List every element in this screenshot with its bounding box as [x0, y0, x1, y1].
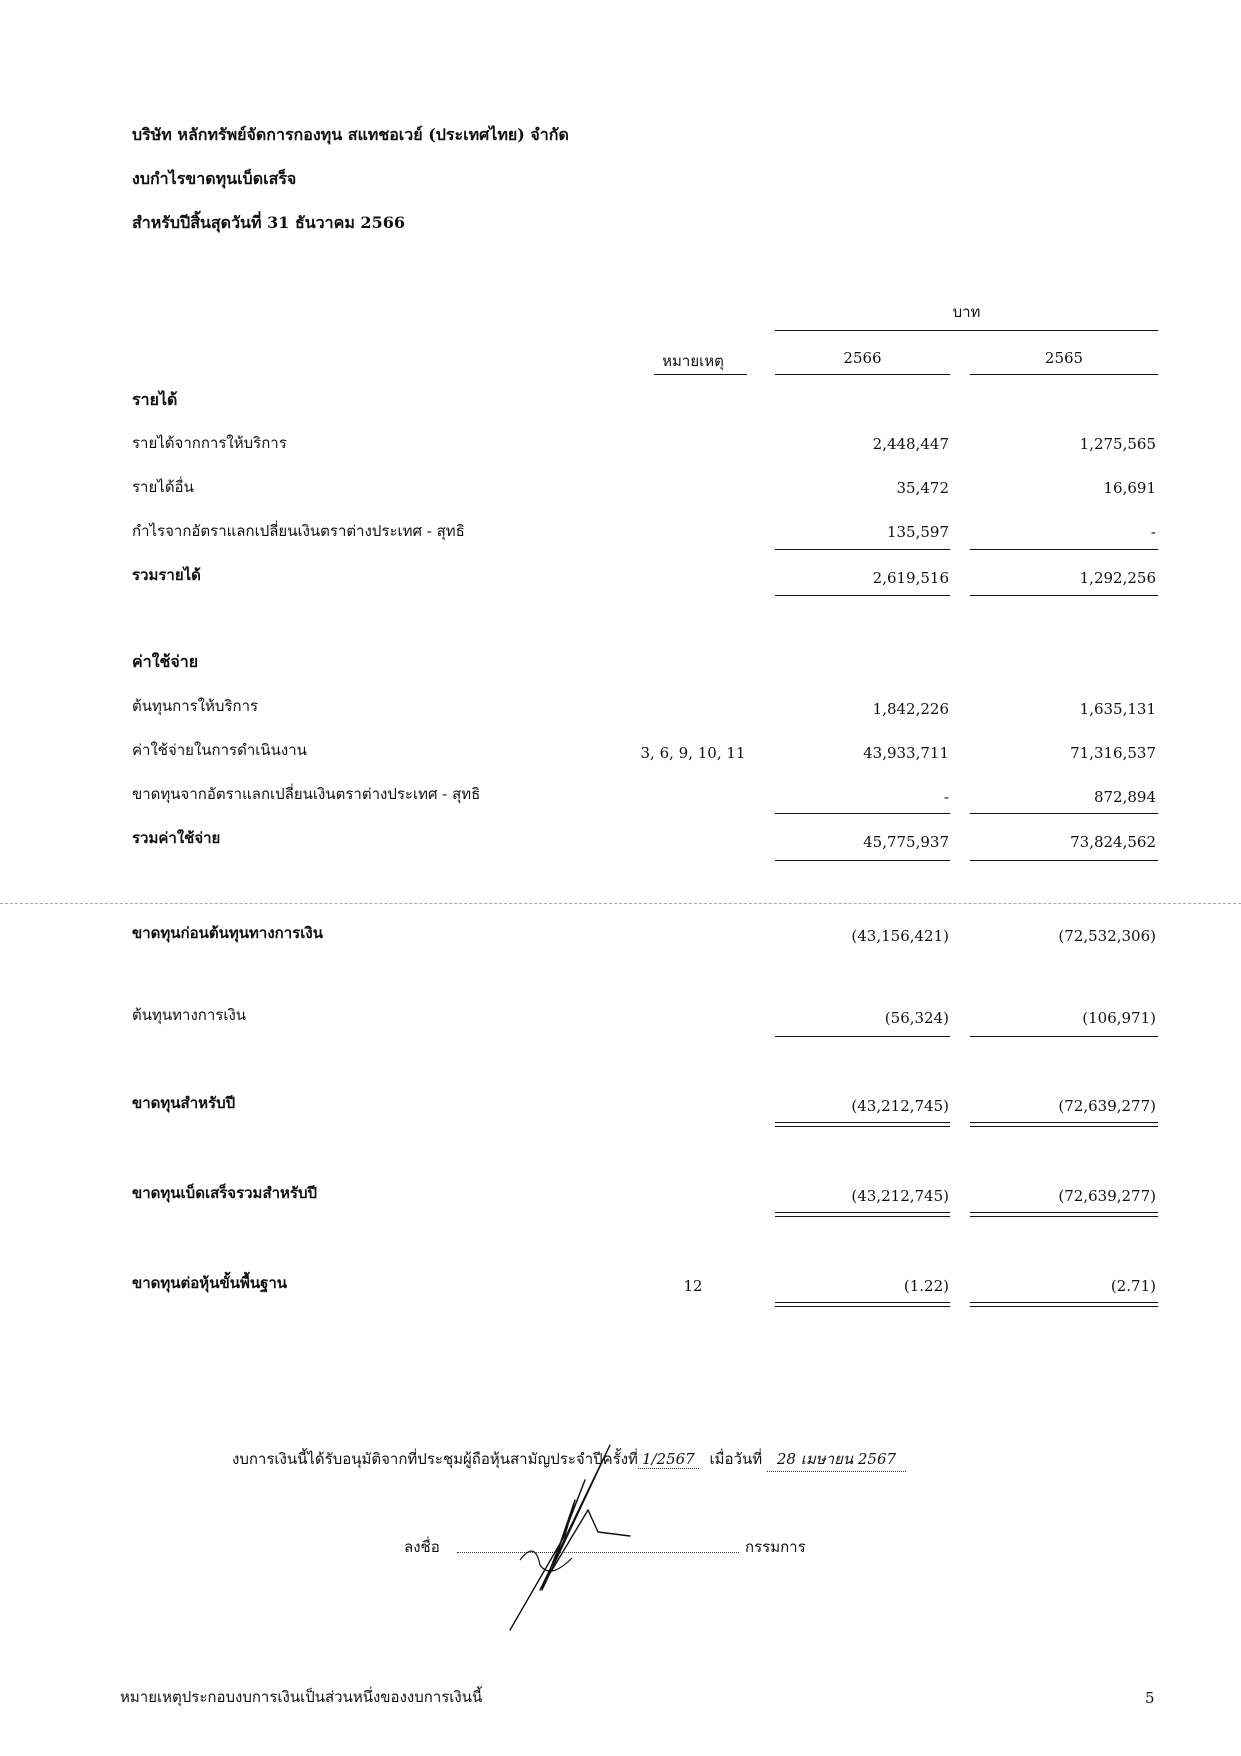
- total-comprehensive-loss-doubleline-2565: [970, 1212, 1158, 1217]
- meeting-date: 28 เมษายน 2567: [767, 1447, 906, 1472]
- loss-for-year-label: ขาดทุนสำหรับปี: [132, 1094, 236, 1112]
- expense-total-2565: 73,824,562: [1070, 833, 1156, 851]
- statement-period: สำหรับปีสิ้นสุดวันที่ 31 ธันวาคม 2566: [132, 213, 405, 232]
- note-header-underline: [654, 374, 747, 375]
- loss-per-share-2565: (2.71): [1110, 1277, 1156, 1295]
- note-column-header: หมายเหตุ: [662, 352, 724, 370]
- loss-per-share-label: ขาดทุนต่อหุ้นขั้นพื้นฐาน: [132, 1274, 288, 1292]
- total-comprehensive-loss-label: ขาดทุนเบ็ดเสร็จรวมสำหรับปี: [132, 1184, 318, 1202]
- currency-underline: [775, 330, 1158, 331]
- statement-title: งบกำไรขาดทุนเบ็ดเสร็จ: [132, 169, 297, 188]
- expense-row-2566: -: [943, 788, 949, 806]
- signature-mark: [480, 1440, 660, 1640]
- scan-rule: [0, 903, 1241, 904]
- expense-total-2566: 45,775,937: [863, 833, 949, 851]
- finance-cost-label: ต้นทุนทางการเงิน: [132, 1006, 247, 1024]
- expenses-heading: ค่าใช้จ่าย: [132, 652, 199, 671]
- meeting-number: 1/2567: [638, 1450, 699, 1469]
- expense-row-2566: 43,933,711: [863, 744, 949, 762]
- footer-note: หมายเหตุประกอบงบการเงินเป็นส่วนหนึ่งของงบการเงินนี้: [120, 1688, 483, 1706]
- expense-row-label: ขาดทุนจากอัตราแลกเปลี่ยนเงินตราต่างประเทศ - สุทธิ: [132, 785, 481, 803]
- year2-column-header: 2565: [1044, 349, 1084, 367]
- signer-title: กรรมการ: [745, 1538, 806, 1556]
- expense-row-2565: 1,635,131: [1079, 700, 1156, 718]
- total-comprehensive-loss-doubleline-2566: [775, 1212, 950, 1217]
- expense-total-label: รวมค่าใช้จ่าย: [132, 829, 221, 847]
- loss-for-year-2566: (43,212,745): [851, 1097, 949, 1115]
- loss-per-share-note: 12: [683, 1277, 703, 1295]
- loss-before-finance-2565: (72,532,306): [1058, 927, 1156, 945]
- year2-header-underline: [970, 374, 1158, 375]
- revenue-total-2565: 1,292,256: [1079, 569, 1156, 587]
- revenue-row-2565: 1,275,565: [1079, 435, 1156, 453]
- expense-total-topline-2565: [970, 813, 1158, 814]
- revenue-row-label: กำไรจากอัตราแลกเปลี่ยนเงินตราต่างประเทศ - สุทธิ: [132, 522, 465, 540]
- loss-for-year-doubleline-2565: [970, 1122, 1158, 1127]
- finance-cost-2566: (56,324): [884, 1009, 949, 1027]
- finance-cost-underline-2565: [970, 1036, 1158, 1037]
- expense-total-topline-2566: [775, 813, 950, 814]
- expense-row-2566: 1,842,226: [872, 700, 949, 718]
- company-name: บริษัท หลักทรัพย์จัดการกองทุน สแทชอเวย์ (ประเทศไทย) จำกัด: [132, 125, 569, 144]
- revenue-row-2566: 2,448,447: [872, 435, 949, 453]
- expense-row-2565: 71,316,537: [1070, 744, 1156, 762]
- revenue-row-2566: 35,472: [896, 479, 949, 497]
- expense-row-2565: 872,894: [1093, 788, 1156, 806]
- approval-text: งบการเงินนี้ได้รับอนุมัติจากที่ประชุมผู้ถือหุ้นสามัญประจำปีครั้งที่: [232, 1450, 638, 1468]
- loss-per-share-doubleline-2565: [970, 1302, 1158, 1307]
- revenue-total-bottomline-2566: [775, 595, 950, 596]
- revenue-row-2565: 16,691: [1103, 479, 1156, 497]
- loss-for-year-doubleline-2566: [775, 1122, 950, 1127]
- total-comprehensive-loss-2565: (72,639,277): [1058, 1187, 1156, 1205]
- revenue-row-label: รายได้จากการให้บริการ: [132, 434, 287, 452]
- expense-row-label: ต้นทุนการให้บริการ: [132, 697, 259, 715]
- expense-row-label: ค่าใช้จ่ายในการดำเนินงาน: [132, 741, 307, 759]
- revenue-row-2566: 135,597: [886, 523, 949, 541]
- total-comprehensive-loss-2566: (43,212,745): [851, 1187, 949, 1205]
- expense-row-note: 3, 6, 9, 10, 11: [640, 744, 746, 762]
- loss-before-finance-label: ขาดทุนก่อนต้นทุนทางการเงิน: [132, 924, 323, 942]
- finance-cost-2565: (106,971): [1082, 1009, 1156, 1027]
- revenue-total-topline-2566: [775, 549, 950, 550]
- expense-total-bottomline-2565: [970, 860, 1158, 861]
- revenue-heading: รายได้: [132, 390, 178, 409]
- revenue-total-bottomline-2565: [970, 595, 1158, 596]
- page-number: 5: [1145, 1689, 1155, 1707]
- loss-before-finance-2566: (43,156,421): [851, 927, 949, 945]
- expense-total-bottomline-2566: [775, 860, 950, 861]
- revenue-total-label: รวมรายได้: [132, 566, 201, 584]
- loss-per-share-doubleline-2566: [775, 1302, 950, 1307]
- finance-cost-underline-2566: [775, 1036, 950, 1037]
- sign-label: ลงชื่อ: [404, 1538, 440, 1556]
- revenue-total-2566: 2,619,516: [872, 569, 949, 587]
- loss-per-share-2566: (1.22): [903, 1277, 949, 1295]
- revenue-total-topline-2565: [970, 549, 1158, 550]
- revenue-row-2565: -: [1150, 523, 1156, 541]
- loss-for-year-2565: (72,639,277): [1058, 1097, 1156, 1115]
- currency-label: บาท: [952, 303, 981, 321]
- revenue-row-label: รายได้อื่น: [132, 478, 194, 496]
- approval-date-prefix: เมื่อวันที่: [709, 1450, 763, 1468]
- year1-column-header: 2566: [843, 349, 882, 367]
- year1-header-underline: [775, 374, 950, 375]
